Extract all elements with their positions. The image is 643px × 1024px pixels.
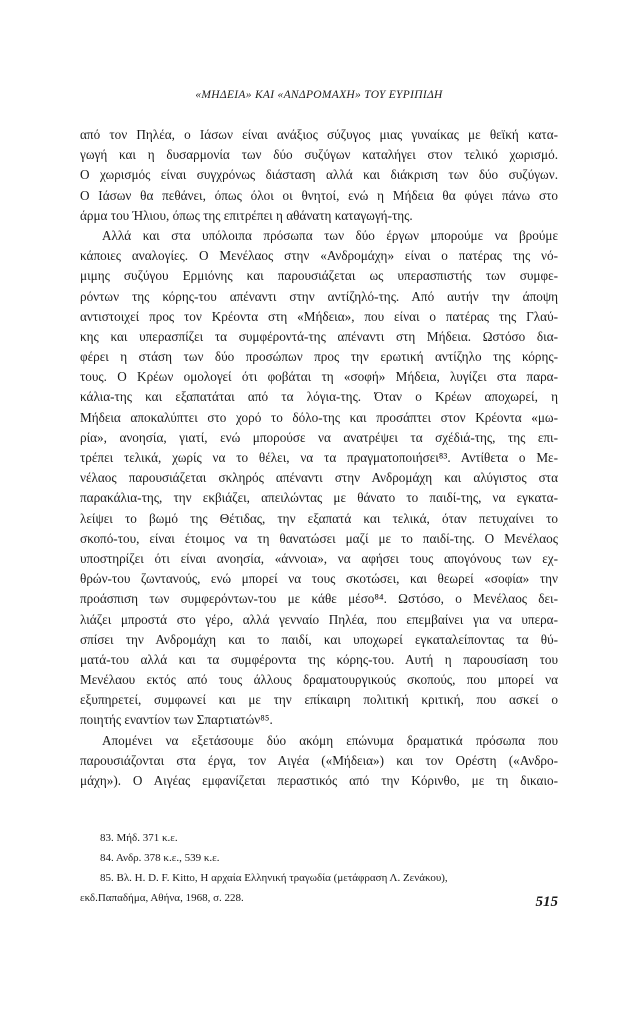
text-line: τους. Ο Κρέων ομολογεί ότι φοβάται τη «σοφή» Μήδεια, λυγίζει στα παρα- bbox=[80, 369, 558, 385]
footnote: 85. Βλ. H. D. F. Kitto, Η αρχαία Ελληνική τραγωδία (μετάφραση Λ. Ζενάκου), bbox=[100, 872, 448, 884]
footnotes bbox=[80, 828, 558, 908]
text-line: κάλια-της και εξαπατάται από τα λόγια-της. Όταν ο Κρέων αποχωρεί, η bbox=[80, 389, 558, 405]
text-line: κάποιες αναλογίες. Ο Μενέλαος στην «Ανδρομάχη» είναι ο πατέρας της νό- bbox=[80, 248, 558, 264]
text-line: ματά-του αλλά και τα συμφέροντα της κόρης-του. Αυτή η παρουσίαση του bbox=[80, 651, 558, 667]
running-head: «ΜΗΔΕΙΑ» ΚΑΙ «ΑΝΔΡΟΜΑΧΗ» ΤΟΥ ΕΥΡΙΠΙΔΗ bbox=[195, 89, 443, 101]
text-line: ρόντων της κόρης-του απέναντι στην αντίζηλό-της. Από αυτήν την άποψη bbox=[80, 288, 558, 304]
body-text bbox=[80, 125, 558, 791]
text-line: Ο Ιάσων θα πεθάνει, όπως όλοι οι θνητοί, ενώ η Μήδεια θα φύγει πάνω στο bbox=[80, 187, 558, 203]
text-line: άρμα του Ήλιου, όπως της επιτρέπει η αθάνατη καταγωγή-της. bbox=[80, 207, 413, 223]
footnote: 84. Ανδρ. 378 κ.ε., 539 κ.ε. bbox=[100, 852, 220, 864]
text-line: Μήδεια αποκαλύπτει στο χορό το δόλο-της και προσάπτει στον Κρέοντα «μω- bbox=[80, 409, 558, 425]
footnote: εκδ.Παπαδήμα, Αθήνα, 1968, σ. 228. bbox=[80, 892, 244, 904]
text-line: υποστηρίζει ότι είναι ανοησία, «άννοια», να αφήσει τους απογόνους των εχ- bbox=[80, 550, 558, 566]
text-line: γωγή και η δυσαρμονία των δύο συζύγων καταλήγει στον τελικό χωρισμό. bbox=[80, 147, 558, 163]
text-line: θρών-του ζωντανούς, ενώ μπορεί να τους σκοτώσει, και θεωρεί «σοφία» την bbox=[80, 571, 558, 587]
page-number: 515 bbox=[535, 894, 558, 910]
text-line: αντιστοιχεί προς τον Κρέοντα στη «Μήδεια», που είναι ο πατέρας της Γλαύ- bbox=[80, 308, 558, 324]
text-line: Ο χωρισμός είναι συγχρόνως διάσταση αλλά και διάκριση των δύο συζύγων. bbox=[80, 167, 558, 183]
text-line: νέλαος παρουσιάζεται σκληρός απέναντι στην Ανδρομάχη και αλύγιστος στα bbox=[80, 470, 558, 486]
text-line: παρουσιάζονται στα έργα, τον Αιγέα («Μήδεια») και τον Ορέστη («Ανδρο- bbox=[80, 752, 558, 768]
book-page bbox=[80, 0, 558, 1024]
text-line: κης και υπερασπίζει τα συμφέροντά-της απέναντι στη Μήδεια. Ωστόσο δια- bbox=[80, 328, 558, 344]
text-line: φέρει η στάση των δύο προσώπων προς την ερωτική αντίζηλο της κόρης- bbox=[80, 349, 558, 365]
text-line: από τον Πηλέα, ο Ιάσων είναι ανάξιος σύζυγος μιας γυναίκας με θεϊκή κατα- bbox=[80, 127, 558, 142]
text-line: ποιητής εναντίον των Σπαρτιατών⁸⁵. bbox=[80, 712, 273, 728]
text-line: λείψει το βωμό της Θέτιδας, την εξαπατά και τελικά, όταν πετυχαίνει το bbox=[80, 510, 558, 526]
text-line: σπίσει την Ανδρομάχη και το παιδί, και υποχωρεί εγκαταλείποντας τα θύ- bbox=[80, 631, 558, 647]
text-line: τρέπει τελικά, χωρίς να το θέλει, να τα πραγματοποιήσει⁸³. Αντίθετα ο Με- bbox=[80, 450, 558, 465]
text-line: παρακάλια-της, την εκβιάζει, απειλώντας με θάνατο το παιδί-της, να εγκατα- bbox=[80, 490, 558, 506]
text-line: μιμης συζύγου Ερμιόνης και παρουσιάζεται ως υπερασπιστής των συμφε- bbox=[80, 268, 558, 284]
text-line: ρία», ανοησία, γιατί, ενώ μπορούσε να ανατρέψει τα σχέδιά-της, της επι- bbox=[80, 429, 558, 445]
text-line: Απομένει να εξετάσουμε δύο ακόμη επώνυμα δραματικά πρόσωπα που bbox=[102, 732, 558, 748]
text-line: σκοπό-του, είναι έτοιμος να τη θανατώσει μαζί με το παιδί-της. Ο Μενέλαος bbox=[80, 530, 558, 546]
text-line: Αλλά και στα υπόλοιπα πρόσωπα των δύο έργων μπορούμε να βρούμε bbox=[102, 227, 558, 243]
text-line: προάσπιση των συμφερόντων-του με κάθε μέσο⁸⁴. Ωστόσο, ο Μενέλαος δει- bbox=[80, 591, 558, 607]
text-line: λιάζει μπροστά στο γέρο, αλλά γενναίο Πηλέα, που επεμβαίνει για να υπερα- bbox=[80, 611, 558, 627]
footnote: 83. Μήδ. 371 κ.ε. bbox=[100, 832, 178, 844]
text-line: εξυπηρετεί, συμφωνεί και με την επίκαιρη πολιτική κριτική, που ασκεί ο bbox=[80, 692, 558, 708]
text-line: μάχη»). Ο Αιγέας εμφανίζεται περαστικός από την Κόρινθο, με τη δικαιο- bbox=[80, 773, 558, 788]
text-line: Μενέλαου εκτός από τους άλλους δραματουργικούς σκοπούς, που μπορεί να bbox=[80, 672, 558, 688]
